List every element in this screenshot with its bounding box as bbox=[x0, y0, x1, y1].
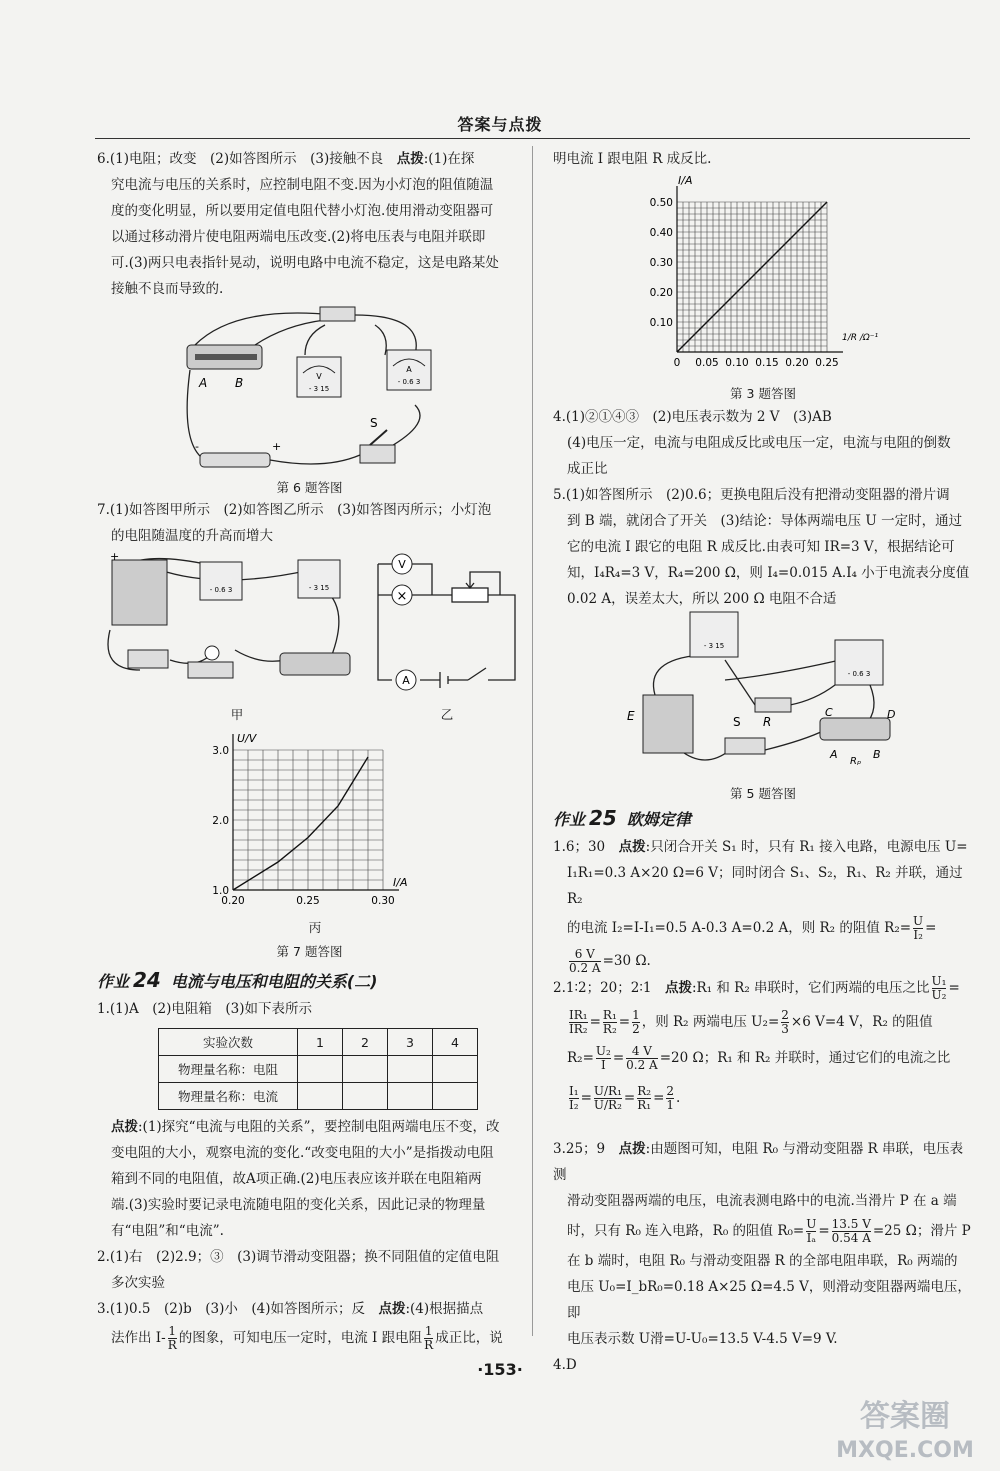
switch-icon bbox=[128, 650, 168, 668]
watermark-logo bbox=[820, 1400, 990, 1468]
table-cell bbox=[433, 1083, 478, 1110]
answer-25-1-line: :只闭合开关 S₁ 时，只有 R₁ 接入电路，电源电压 U= bbox=[645, 839, 968, 855]
answer-25-2-line: ×6 V=4 V，R₂ 的阻值 bbox=[790, 1014, 933, 1030]
answer-25-2: 2.1∶2；20；2∶1 点拨:R₁ 和 R₂ 串联时，它们两端的电压之比 $\frac{\text{U₁}}{\text{U₂}}$ = $\frac{\text{IR₁}}{\text{IR₂}}$ = $\frac{\text{R₁}}{\text{R₂}}$ = $\frac{1}{2}$ ，则 R₂ 两端电压 U₂= $\frac{2}{3}$ ×6 V=4 V，R₂ 的阻值 R₂= $\frac{\text{U₂}}{I}$ = $\frac{4 V}{0.2 A}$ =20 Ω；R₁ 和 R₂ 并联时，通过它们的电流之比 $\frac{\text{I₁}}{\text{I₂}}$ = $\frac{\text{U/R₁}}{\text{U/R₂}}$ = $\frac{\text{R₂}}{\text{R₁}}$ = $\frac{2}{1}$ . bbox=[553, 974, 960, 1112]
answer-6-line: 以通过移动滑片使电阻两端电压改变.(2)将电压表与电阻并联即 bbox=[111, 229, 486, 245]
tip-line: 有“电阻”和“电流”. bbox=[111, 1223, 224, 1239]
answer-24-1 bbox=[97, 996, 522, 1022]
voltmeter-icon bbox=[690, 612, 738, 657]
answer-6-line: :(1)在探 bbox=[423, 151, 475, 167]
answer-25-3-line: 电压 U₀=I_bR₀=0.18 A×25 Ω=4.5 V，则滑动变阻器两端电压，即 bbox=[567, 1279, 971, 1321]
page-number: ·153· bbox=[477, 1360, 523, 1379]
fraction-denominator: I bbox=[600, 1058, 606, 1072]
voltmeter-scale: - 3 15 bbox=[308, 385, 330, 393]
answer-24-1-tip bbox=[97, 1114, 522, 1354]
ammeter-scale: - 0.6 3 bbox=[397, 378, 421, 386]
answer-25-3-line: 时，只有 R₀ 连入电路，R₀ 的阻值 R₀= bbox=[567, 1223, 805, 1239]
fraction bbox=[569, 1085, 579, 1112]
figure-6-caption: 第 6 题答图 bbox=[276, 480, 343, 495]
watermark-line: MXQE.COM bbox=[836, 1438, 974, 1463]
table-cell bbox=[298, 1083, 343, 1110]
answer-25-3-line: :由题图可知，电阻 R₀ 与滑动变阻器 R 串联，电压表测 bbox=[553, 1141, 964, 1183]
chart-ticks bbox=[650, 197, 839, 369]
figure-3-caption: 第 3 题答图 bbox=[730, 386, 796, 401]
answer-25-1-line: I₁R₁=0.3 A×20 Ω=6 V；同时闭合 S₁、S₂，R₁、R₂ 并联，通过 R₂ bbox=[567, 865, 963, 907]
fraction-numerator: U bbox=[806, 1217, 817, 1231]
section-prefix: 作业 bbox=[553, 810, 586, 829]
fraction-numerator: 6 V bbox=[569, 948, 601, 962]
table-header-cell: 实验次数 bbox=[159, 1029, 298, 1056]
answer-25-2-line: 2.1∶2；20；2∶1 bbox=[553, 980, 665, 996]
figure-7-yi-label: 乙 bbox=[440, 707, 454, 722]
fraction bbox=[637, 1085, 651, 1112]
table-cell: 物理量名称：电阻 bbox=[159, 1056, 298, 1083]
fraction-denominator: U₂ bbox=[931, 988, 947, 1002]
label-b: B bbox=[235, 376, 244, 390]
page-header-title: 答案与点拨 bbox=[457, 115, 543, 134]
ammeter-scale: - 0.6 3 bbox=[209, 586, 233, 594]
x-tick-label: 0.05 bbox=[695, 357, 719, 369]
fraction bbox=[806, 1218, 816, 1245]
x-tick-label: 0.30 bbox=[371, 895, 395, 907]
ammeter-icon bbox=[200, 562, 242, 600]
fraction-denominator: 3 bbox=[781, 1022, 789, 1036]
fraction-denominator: I₂ bbox=[913, 928, 923, 942]
header-rule bbox=[95, 138, 970, 139]
switch-icon bbox=[360, 445, 395, 463]
fraction-denominator: 0.2 A bbox=[569, 961, 601, 975]
lamp-base-icon bbox=[188, 662, 233, 678]
figure-7-yi-schematic bbox=[370, 550, 520, 695]
label-e: E bbox=[627, 709, 635, 723]
figure-7-bing-chart bbox=[195, 728, 425, 918]
fraction bbox=[832, 1218, 871, 1245]
fraction-denominator: I₂ bbox=[569, 1098, 579, 1112]
answer-24-3-line: 的图象，可知电压一定时，电流 I 跟电阻 bbox=[178, 1330, 423, 1346]
lamp-symbol-cross: × bbox=[396, 589, 408, 604]
answer-6 bbox=[97, 146, 522, 302]
answer-25-3-line: 3.25；9 bbox=[553, 1141, 619, 1157]
tip-label: 点拨 bbox=[396, 151, 424, 167]
fraction-denominator: 1 bbox=[666, 1098, 675, 1112]
answer-4-line: (4)电压一定，电流与电阻成反比或电压一定，电流与电阻的倒数 bbox=[567, 435, 951, 451]
x-tick-label: 0.25 bbox=[296, 895, 320, 907]
rheostat-icon bbox=[820, 718, 890, 740]
answer-6-line: 度的变化明显，所以要用定值电阻代替小灯泡.使用滑动变阻器可 bbox=[111, 203, 494, 219]
plus-sign: + bbox=[272, 440, 282, 453]
table-row bbox=[159, 1083, 478, 1110]
label-c: C bbox=[825, 706, 833, 719]
answer-25-3-line: 在 b 端时，电阻 R₀ 与滑动变阻器 R 的全部电阻串联，R₀ 两端的 bbox=[567, 1253, 958, 1269]
label-rp: Rₚ bbox=[850, 756, 862, 767]
answer-5-line: 0.02 A，误差太大，所以 200 Ω 电阻不合适 bbox=[567, 591, 837, 607]
fraction bbox=[632, 1009, 640, 1036]
fraction-numerator: 2 bbox=[666, 1084, 675, 1098]
column-divider bbox=[532, 146, 533, 1336]
chart-x-label: I/A bbox=[393, 876, 408, 889]
chart-ticks bbox=[212, 745, 394, 907]
answer-6-line: 可.(3)两只电表指针晃动，说明电路中电流不稳定，这是电路某处 bbox=[111, 255, 499, 271]
label-a: A bbox=[199, 376, 208, 390]
label-r: R bbox=[763, 715, 772, 729]
tip-label: 点拨 bbox=[378, 1301, 406, 1317]
lamp-icon bbox=[205, 646, 219, 660]
answer-4-line: 4.(1)②①④③ (2)电压表示数为 2 V (3)AB bbox=[553, 409, 832, 425]
answer-25-2-line: :R₁ 和 R₂ 串联时，它们两端的电压之比 bbox=[691, 980, 930, 996]
table-cell bbox=[388, 1083, 433, 1110]
fraction-numerator: U₂ bbox=[595, 1044, 611, 1058]
tip-line: 箱到不同的电阻值，故A项正确.(2)电压表应该并联在电阻箱两 bbox=[111, 1171, 482, 1187]
y-tick-label: 0.30 bbox=[649, 257, 673, 269]
answer-6-line: 究电流与电压的关系时，应控制电阻不变.因为小灯泡的阻值随温 bbox=[111, 177, 494, 193]
section-number: 24 bbox=[133, 968, 161, 992]
ammeter-symbol: A bbox=[406, 365, 412, 374]
table-cell bbox=[433, 1056, 478, 1083]
fraction-numerator: IR₁ bbox=[569, 1008, 588, 1022]
chart-x-label: 1/R /Ω⁻¹ bbox=[842, 333, 879, 343]
fraction bbox=[666, 1085, 674, 1112]
voltmeter-scale: - 3 15 bbox=[703, 642, 725, 650]
fraction-numerator: U₁ bbox=[931, 974, 947, 988]
section-title: 欧姆定律 bbox=[626, 810, 691, 829]
battery-icon bbox=[643, 695, 693, 753]
figure-7-jia-circuit bbox=[100, 550, 360, 690]
fraction bbox=[781, 1009, 789, 1036]
chart-y-label: I/A bbox=[678, 174, 693, 187]
answer-24-3-line: 3.(1)0.5 (2)b (3)小 (4)如答图所示；反 bbox=[97, 1301, 379, 1317]
chart-axes bbox=[233, 734, 399, 890]
fraction-denominator: IR₂ bbox=[569, 1022, 588, 1036]
fraction-denominator: Iₐ bbox=[806, 1231, 816, 1245]
answer-25-3-line: 电压表示数 U滑=U-U₀=13.5 V-4.5 V=9 V. bbox=[567, 1331, 838, 1347]
fraction bbox=[594, 1085, 622, 1112]
tip-label: 点拨 bbox=[111, 1119, 138, 1135]
fraction-denominator: 0.2 A bbox=[626, 1058, 658, 1072]
fraction bbox=[168, 1325, 177, 1352]
fraction-numerator: R₂ bbox=[637, 1084, 652, 1098]
answer-4-line: 成正比 bbox=[567, 461, 608, 477]
answer-5-line: 到 B 端，就闭合了开关 (3)结论：导体两端电压 U 一定时，通过 bbox=[567, 513, 963, 529]
y-tick-label: 3.0 bbox=[212, 745, 229, 757]
y-tick-label: 0.50 bbox=[649, 197, 673, 209]
label-s: S bbox=[370, 416, 378, 430]
answer-24-2-line: 2.(1)右 (2)2.9；③ (3)调节滑动变阻器；换不同阻值的定值电阻 bbox=[97, 1249, 500, 1265]
answer-7 bbox=[97, 497, 522, 549]
fraction-numerator: 2 bbox=[781, 1008, 789, 1022]
answer-24-3-line: 法作出 I- bbox=[111, 1330, 166, 1346]
table-header-cell: 2 bbox=[343, 1029, 388, 1056]
fraction bbox=[913, 915, 923, 942]
figure-7-bing-label: 丙 bbox=[308, 920, 322, 935]
answer-5-line: 5.(1)如答图所示 (2)0.6；更换电阻后没有把滑动变阻器的滑片调 bbox=[553, 487, 950, 503]
tip-label: 点拨 bbox=[664, 980, 692, 996]
tip-label: 点拨 bbox=[618, 839, 646, 855]
voltmeter-scale: - 3 15 bbox=[308, 584, 330, 592]
chart-series-line bbox=[677, 202, 827, 352]
table-cell bbox=[343, 1056, 388, 1083]
fraction-denominator: U/R₂ bbox=[593, 1098, 622, 1112]
answer-25-3-line: 滑动变阻器两端的电压，电流表测电路中的电流.当滑片 P 在 a 端 bbox=[567, 1193, 957, 1209]
figure-7-caption: 第 7 题答图 bbox=[276, 944, 343, 959]
x-tick-label: 0.20 bbox=[785, 357, 809, 369]
answer-25-2-line: =20 Ω；R₁ 和 R₂ 并联时，通过它们的电流之比 bbox=[659, 1050, 951, 1066]
y-tick-label: 0.20 bbox=[649, 287, 673, 299]
fraction-numerator: U bbox=[913, 914, 924, 928]
answer-25-2-line: = bbox=[948, 980, 960, 996]
chart-y-label: U/V bbox=[237, 732, 257, 745]
table-cell bbox=[388, 1056, 433, 1083]
section-number: 25 bbox=[589, 806, 617, 830]
fraction-numerator: 13.5 V bbox=[831, 1217, 871, 1231]
y-tick-label: 0.10 bbox=[649, 317, 673, 329]
answer-25-2-line: ，则 R₂ 两端电压 U₂= bbox=[641, 1014, 780, 1030]
answer-5-line: 知，I₄R₄=3 V，R₄=200 Ω，则 I₄=0.015 A.I₄ 小于电流表分度值 bbox=[567, 565, 970, 581]
label-s: S bbox=[733, 715, 741, 729]
answer-25-4: 4.D bbox=[553, 1357, 577, 1373]
answer-5-line: 它的电流 I 跟它的电阻 R 成反比.由表可知 IR=3 V，根据结论可 bbox=[567, 539, 955, 555]
x-tick-label: 0.15 bbox=[755, 357, 779, 369]
label-b: B bbox=[873, 748, 881, 761]
answer-24-2-line: 多次实验 bbox=[111, 1275, 165, 1291]
x-tick-label: 0.20 bbox=[221, 895, 245, 907]
table-cell bbox=[298, 1056, 343, 1083]
tip-line: 变电阻的大小，观察电流的变化.“改变电阻的大小”是指拨动电阻 bbox=[111, 1145, 494, 1161]
table-row bbox=[159, 1056, 478, 1083]
fraction bbox=[932, 975, 947, 1002]
section-prefix: 作业 bbox=[97, 972, 130, 991]
tip-label: 点拨 bbox=[618, 1141, 646, 1157]
table-header-cell: 3 bbox=[388, 1029, 433, 1056]
battery-icon bbox=[112, 560, 167, 625]
voltmeter-symbol-label: V bbox=[398, 558, 406, 571]
figure-5-circuit bbox=[625, 600, 905, 775]
fraction bbox=[424, 1325, 433, 1352]
fraction-numerator: U/R₁ bbox=[593, 1084, 622, 1098]
figure-3-chart bbox=[630, 170, 880, 375]
fraction bbox=[603, 1009, 617, 1036]
y-tick-label: 1.0 bbox=[212, 885, 229, 897]
resistor-icon bbox=[320, 307, 355, 321]
figure-5-caption: 第 5 题答图 bbox=[730, 786, 796, 801]
fraction-numerator: 1 bbox=[168, 1324, 177, 1338]
fraction bbox=[569, 1009, 588, 1036]
watermark-line: 答案圈 bbox=[860, 1399, 950, 1434]
voltmeter-symbol: V bbox=[316, 372, 322, 381]
table-header-cell: 4 bbox=[433, 1029, 478, 1056]
answer-25-1-line: =30 Ω. bbox=[602, 953, 651, 969]
fraction-denominator: R bbox=[424, 1338, 434, 1352]
fraction-numerator: 4 V bbox=[626, 1045, 658, 1059]
chart-grid bbox=[233, 750, 383, 890]
fraction-denominator: R₂ bbox=[602, 1022, 617, 1036]
switch-icon bbox=[725, 738, 765, 754]
label-a: A bbox=[830, 748, 838, 761]
ammeter-icon bbox=[835, 640, 883, 685]
resistor-icon bbox=[755, 698, 791, 712]
fraction-numerator: R₁ bbox=[602, 1008, 617, 1022]
section-25-heading bbox=[553, 806, 691, 830]
x-tick-label: 0.10 bbox=[725, 357, 749, 369]
plus-sign: + bbox=[110, 550, 120, 563]
y-tick-label: 2.0 bbox=[212, 815, 229, 827]
figure-6-circuit bbox=[175, 295, 445, 475]
answer-25-3-line: =25 Ω；滑片 P bbox=[872, 1223, 971, 1239]
table-header-row bbox=[159, 1029, 478, 1056]
rheostat-icon bbox=[280, 653, 350, 675]
fraction-denominator: R bbox=[167, 1338, 177, 1352]
section-24-heading bbox=[97, 968, 378, 992]
label-d: D bbox=[887, 708, 896, 721]
answer-6-line: 6.(1)电阻；改变 (2)如答图所示 (3)接触不良 bbox=[97, 151, 397, 167]
answer-25-1-line: 的电流 I₂=I-I₁=0.5 A-0.3 A=0.2 A，则 R₂ 的阻值 R₂= bbox=[567, 920, 912, 936]
fraction-denominator: 2 bbox=[632, 1022, 640, 1036]
answer-25-2-line: R₂= bbox=[567, 1050, 594, 1066]
figure-7-jia-label: 甲 bbox=[230, 707, 244, 722]
answer-24-3-line: :(4)根据描点 bbox=[405, 1301, 484, 1317]
fraction-numerator: 1 bbox=[424, 1324, 433, 1338]
fraction-denominator: 0.54 A bbox=[831, 1231, 871, 1245]
answer-24-3-line: 成正比，说 bbox=[435, 1330, 503, 1346]
fraction-numerator: I₁ bbox=[569, 1084, 579, 1098]
voltmeter-icon bbox=[298, 560, 340, 598]
answer-3-continued: 明电流 I 跟电阻 R 成反比. bbox=[553, 151, 712, 167]
x-tick-label: 0.25 bbox=[815, 357, 839, 369]
y-tick-label: 0.40 bbox=[649, 227, 673, 239]
fraction bbox=[569, 948, 601, 975]
fraction-numerator: 1 bbox=[632, 1008, 640, 1022]
answer-24-1-line: 1.(1)A (2)电阻箱 (3)如下表所示 bbox=[97, 1001, 312, 1017]
ammeter-scale: - 0.6 3 bbox=[847, 670, 871, 678]
answer-7-line: 的电阻随温度的升高而增大 bbox=[111, 528, 273, 544]
x-tick-label: 0 bbox=[673, 357, 681, 369]
battery-icon bbox=[200, 453, 270, 467]
experiment-table bbox=[158, 1028, 478, 1110]
answer-7-line: 7.(1)如答图甲所示 (2)如答图乙所示 (3)如答图丙所示；小灯泡 bbox=[97, 502, 492, 518]
fraction bbox=[626, 1045, 658, 1072]
answer-25-1-line: 1.6；30 bbox=[553, 839, 619, 855]
table-cell bbox=[343, 1083, 388, 1110]
fraction bbox=[596, 1045, 611, 1072]
tip-line: 端.(3)实验时要记录电流随电阻的变化关系，因此记录的物理量 bbox=[111, 1197, 486, 1213]
answer-25-3: 3.25；9 点拨:由题图可知，电阻 R₀ 与滑动变阻器 R 串联，电压表测 滑动变阻器两端的电压，电流表测电路中的电流.当滑片 P 在 a 端 时，只有 R₀ 连入电路，R₀ 的阻值 R₀= $\frac{U}{\text{Iₐ}}$ = $\frac{13.5 V}{0.54 A}$ =25 Ω；滑片 P 在 b 端时，电阻 R₀ 与滑动变阻器 R 的全部电阻串联，R₀ 两端的 电压 U₀=I_bR₀=0.18 A×25 Ω=4.5 V，则滑动变阻器两端电压，即 电压表示数 U滑=U-U₀=13.5 V-4.5 V=9 V. 4.D bbox=[553, 1136, 973, 1378]
answer-25-1: 1.6；30 点拨:只闭合开关 S₁ 时，只有 R₁ 接入电路，电源电压 U= I₁R₁=0.3 A×20 Ω=6 V；同时闭合 S₁、S₂，R₁、R₂ 并联，通过 R₂ 的电流 I₂=I-I₁=0.5 A-0.3 A=0.2 A，则 R₂ 的阻值 R₂= $\frac{U}{\text{I₂}}$ = $\frac{6 V}{0.2 A}$ =30 Ω. bbox=[553, 834, 973, 978]
table-cell: 物理量名称：电流 bbox=[159, 1083, 298, 1110]
ammeter-symbol-label: A bbox=[402, 674, 410, 687]
minus-sign: - bbox=[195, 440, 199, 453]
fraction-denominator: R₁ bbox=[637, 1098, 652, 1112]
answer-4 bbox=[553, 404, 973, 612]
table-header-cell: 1 bbox=[298, 1029, 343, 1056]
section-title: 电流与电压和电阻的关系(二) bbox=[170, 972, 378, 991]
answer-6-line: 接触不良而导致的. bbox=[111, 281, 224, 297]
tip-line: :(1)探究“电流与电阻的关系”，要控制电阻两端电压不变，改 bbox=[138, 1119, 500, 1135]
